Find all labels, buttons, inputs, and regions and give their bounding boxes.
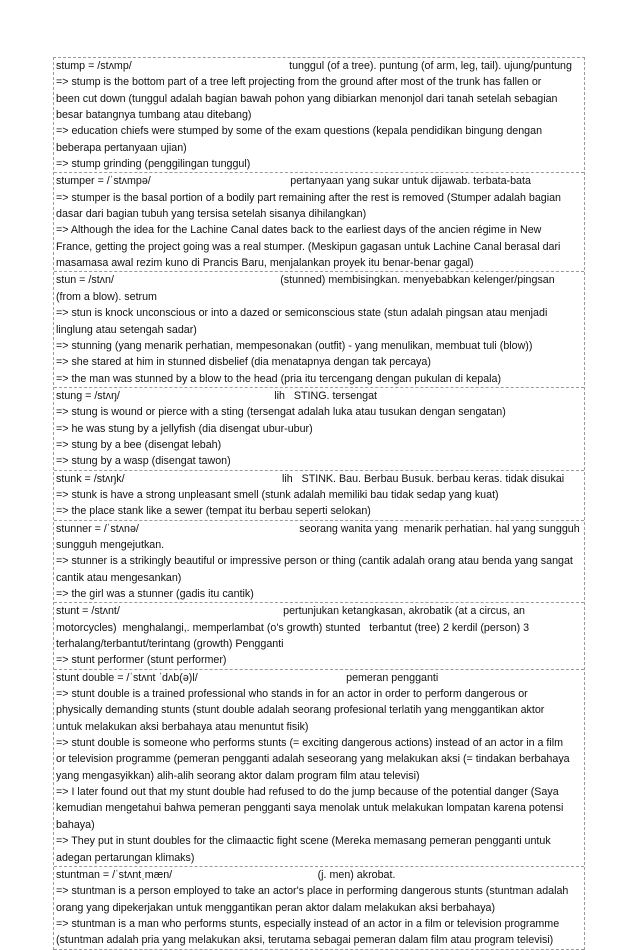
entry-text-line: linglung atau setengah sadar) [56,323,197,336]
entry-text-line: => stunt double is a trained professional who stands in for an actor in order to perform dangerous or [56,688,528,701]
entry-headword-line: stump = /stʌmp/ tunggul (of a tree). puntung (of arm, leg, tail). ujung/puntung [56,60,572,72]
entry-text-line: physically demanding stunts (stunt double adalah seorang profesional terlatih yang menggantikan aktor [56,704,545,717]
entry-text-line: => stung by a bee (disengat lebah) [56,438,222,451]
entry-text-line: => stuntman is a man who performs stunts, especially instead of an actor in a film or television programme [56,917,560,930]
entry-text-line: cantik atau mengesankan) [56,571,182,584]
entry-stuntman [54,867,584,950]
entry-stung [54,388,584,471]
entry-headword-line: stumper = /ˈstʌmpə/ pertanyaan yang sukar untuk dijawab. terbata-bata [56,175,531,188]
entry-text-line: motorcycles) menghalangi,. memperlambat (o's growth) stunted terbantut (tree) 2 kerdil (person) 3 [56,621,530,634]
entry-text-line: beberapa pertanyaan ujian) [56,141,187,154]
entry-text-line: => stumper is the basal portion of a bodily part remaining after the rest is removed (Stumper adalah bagian [56,191,561,204]
entry-text-line: => stun is knock unconscious or into a dazed or semiconscious state (stun adalah pingsan atau menjadi [56,307,548,320]
entry-stunt [54,603,584,669]
entry-headword-line: stun = /stʌn/ (stunned) membisingkan. menyebabkan kelenger/pingsan [56,274,555,287]
entry-text-line: => the girl was a stunner (gadis itu cantik) [56,588,254,600]
entry-text-line: => stump is the bottom part of a tree left projecting from the ground after most of the trunk has fallen or [56,76,542,89]
entry-text-line: => stunner is a strikingly beautiful or impressive person or thing (cantik adalah orang atau benda yang sangat [56,555,573,568]
entry-text-line: => the man was stunned by a blow to the head (pria itu tercengang dengan pukulan di kepala) [56,372,502,385]
entry-text-line: untuk melakukan aksi berbahaya atau menuntut fisik) [56,720,309,733]
entry-text-line: besar batangnya tumbang atau ditebang) [56,109,252,122]
entry-text-line: (from a blow). setrum [56,290,157,303]
entry-text-line: => she stared at him in stunned disbelief (dia menatapnya dengan tak percaya) [56,356,431,369]
entry-text-line: been cut down (tunggul adalah bagian bawah pohon yang dibiarkan menonjol dari tanah setelah sebagian [56,92,558,105]
entry-headword-line: stunt = /stʌnt/ pertunjukan ketangkasan, akrobatik (at a circus, an [56,605,525,618]
entry-stunk [54,471,584,521]
entry-stumper [54,173,584,272]
entry-text-line: => education chiefs were stumped by some of the exam questions (kepala pendidikan bingung dengan [56,125,543,138]
entry-text-line: => stunning (yang menarik perhatian, mempesonakan (outfit) - yang menulikan, membuat tuli (blow)) [56,339,533,352]
dictionary-sheet [53,57,585,950]
entry-text-line: => stung by a wasp (disengat tawon) [56,455,231,468]
entry-text-line: adegan pertarungan klimaks) [56,851,195,864]
entry-text-line: => stung is wound or pierce with a sting (tersengat adalah luka atau tusukan dengan sengatan) [56,406,506,419]
entry-headword-line: stung = /stʌŋ/ lih STING. tersengat [56,389,378,402]
entry-text-line: => he was stung by a jellyfish (dia disengat ubur-ubur) [56,422,313,435]
entry-text-line: masamasa awal rezim kuno di Prancis Baru, menjalankan proyek itu benar-benar gagal) [56,257,474,270]
entry-text-line: orang yang dipekerjakan untuk menggantikan peran aktor dalam melakukan aksi berbahaya) [56,901,496,914]
entry-text-line: => stunt performer (stunt performer) [56,654,227,667]
entry-headword-line: stunt double = /ˈstʌnt ˈdʌb(ə)l/ pemeran pengganti [56,671,439,684]
entry-text-line: yang mengasyikkan) alih-alih seorang aktor dalam program film atau televisi) [56,769,420,782]
entry-headword-line: stunner = /ˈstʌnə/ seorang wanita yang menarik perhatian. hal yang sungguh [56,522,580,535]
entry-headword-line: stuntman = /ˈstʌntˌmæn/ (j. men) akrobat. [56,868,396,881]
entry-text-line: (stuntman adalah pria yang melakukan aksi, terutama sebagai pemeran dalam film atau program televisi) [56,934,554,947]
entry-text-line: => stunk is have a strong unpleasant smell (stunk adalah memiliki bau tidak sedap yang kuat) [56,488,499,501]
entry-text-line: => stump grinding (penggilingan tunggul) [56,158,251,171]
entry-stun [54,272,584,387]
entry-stump [54,58,584,173]
entry-text-line: bahaya) [56,818,95,831]
entry-text-line: => stunt double is someone who performs stunts (= exciting dangerous actions) instead of an actor in a film [56,737,564,750]
entry-text-line: dasar dari bagian tubuh yang tersisa setelah sisanya dihilangkan) [56,208,367,221]
entry-text-line: => the place stank like a sewer (tempat itu berbau seperti selokan) [56,505,371,518]
entry-text-line: => stuntman is a person employed to take an actor's place in performing dangerous stunts (stuntman adalah [56,885,569,898]
entry-stunt-double [54,670,584,867]
entry-stunner [54,521,584,604]
entry-headword-line: stunk = /stʌŋk/ lih STINK. Bau. Berbau Busuk. berbau keras. tidak disukai [56,472,565,485]
entry-text-line: kemudian mengetahui bahwa pemeran pengganti saya menolak untuk melakukan lompatan karena potensi [56,802,564,815]
entry-text-line: => I later found out that my stunt double had refused to do the jump because of the potential danger (Saya [56,786,559,799]
entry-text-line: or television programme (pemeran pengganti adalah seseorang yang melakukan aksi (= tindakan berbahaya [56,753,570,766]
entry-text-line: => They put in stunt doubles for the climaactic fight scene (Mereka memasang pemeran pengganti untuk [56,835,551,848]
entry-text-line: terhalang/terbantut/terintang (growth) Pengganti [56,638,284,651]
entry-text-line: => Although the idea for the Lachine Canal dates back to the earliest days of the ancien régime in New [56,224,542,237]
entry-text-line: France, getting the project going was a real stumper. (Meskipun gagasan untuk Lachine Canal berasal dari [56,240,561,253]
entry-text-line: sungguh mengejutkan. [56,538,165,551]
